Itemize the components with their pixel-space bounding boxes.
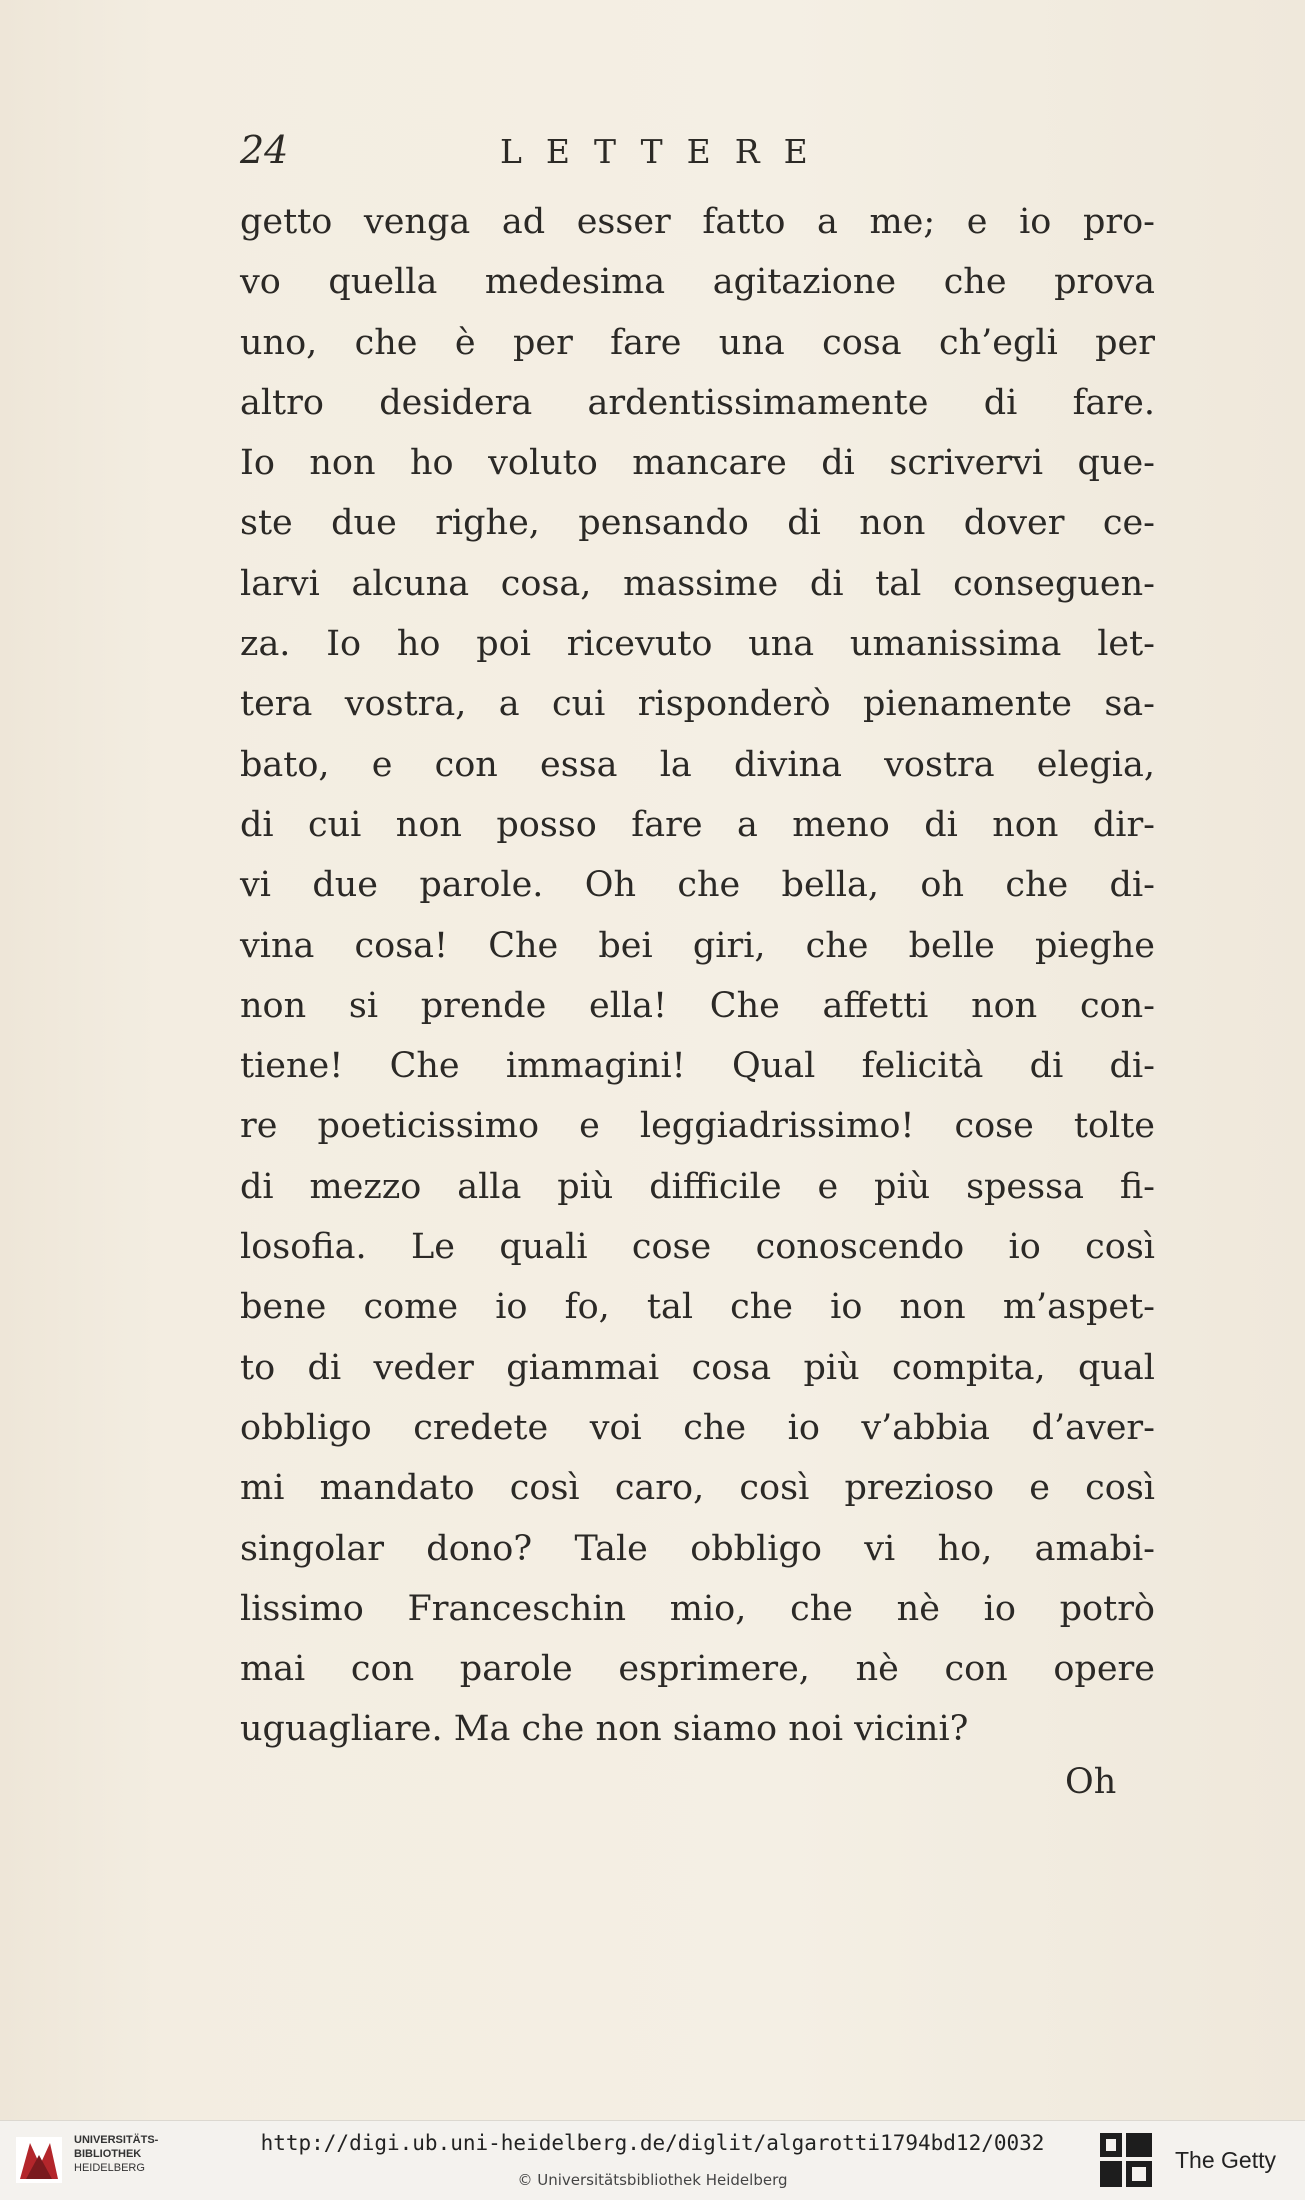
text-line: altro desidera ardentissimamente di fare. [240, 382, 1155, 423]
text-line: larvi alcuna cosa, massime di tal conseguen- [240, 563, 1155, 604]
page-header [240, 128, 1170, 178]
text-line: to di veder giammai cosa più compita, qual [240, 1347, 1155, 1388]
getty-logo-icon [1098, 2129, 1154, 2191]
catchword: Oh [1065, 1762, 1117, 1802]
copyright-notice: © Universitätsbibliothek Heidelberg [517, 2171, 788, 2189]
partner-name: The Getty [1175, 2147, 1276, 2173]
text-line: vi due parole. Oh che bella, oh che di- [240, 865, 1155, 906]
text-line: bene come io fo, tal che io non m’aspet- [240, 1287, 1155, 1328]
text-line: di cui non posso fare a meno di non dir- [240, 804, 1155, 845]
text-line: uno, che è per fare una cosa ch’egli per [240, 322, 1155, 363]
library-name: UNIVERSITÄTS- BIBLIOTHEK HEIDELBERG [74, 2134, 159, 2174]
text-line: za. Io ho poi ricevuto una umanissima let- [240, 624, 1155, 665]
text-line: mi mandato così caro, così prezioso e così [240, 1468, 1155, 1509]
letter-text [240, 192, 1155, 1760]
text-line: lissimo Franceschin mio, che nè io potrò [240, 1588, 1155, 1629]
text-line: tera vostra, a cui risponderò pienamente sa- [240, 684, 1155, 725]
text-line: mai con parole esprimere, nè con opere [240, 1649, 1155, 1690]
text-line: obbligo credete voi che io v’abbia d’aver- [240, 1407, 1155, 1448]
text-line: Io non ho voluto mancare di scrivervi que- [240, 443, 1155, 484]
text-line: non si prende ella! Che affetti non con- [240, 985, 1155, 1026]
text-line: uguagliare. Ma che non siamo noi vicini? [240, 1709, 969, 1750]
text-line: vo quella medesima agitazione che prova [240, 262, 1155, 303]
text-line: vina cosa! Che bei giri, che belle pieghe [240, 925, 1155, 966]
viewer-footer [0, 2120, 1305, 2200]
text-line: ste due righe, pensando di non dover ce- [240, 503, 1155, 544]
text-line: getto venga ad esser fatto a me; e io pro- [240, 202, 1155, 242]
text-line: tiene! Che immagini! Qual felicità di di- [240, 1046, 1155, 1087]
text-line: singolar dono? Tale obbligo vi ho, amabi- [240, 1528, 1155, 1569]
permalink-url[interactable]: http://digi.ub.uni-heidelberg.de/diglit/algarotti1794bd12/0032 [260, 2131, 1045, 2155]
text-line: re poeticissimo e leggiadrissimo! cose tolte [240, 1106, 1155, 1147]
running-title: LETTERE [500, 132, 832, 171]
page-number: 24 [240, 128, 289, 172]
text-line: bato, e con essa la divina vostra elegia, [240, 744, 1155, 785]
text-line: di mezzo alla più difficile e più spessa fi- [240, 1166, 1155, 1207]
text-line: losofia. Le quali cose conoscendo io così [240, 1227, 1155, 1268]
